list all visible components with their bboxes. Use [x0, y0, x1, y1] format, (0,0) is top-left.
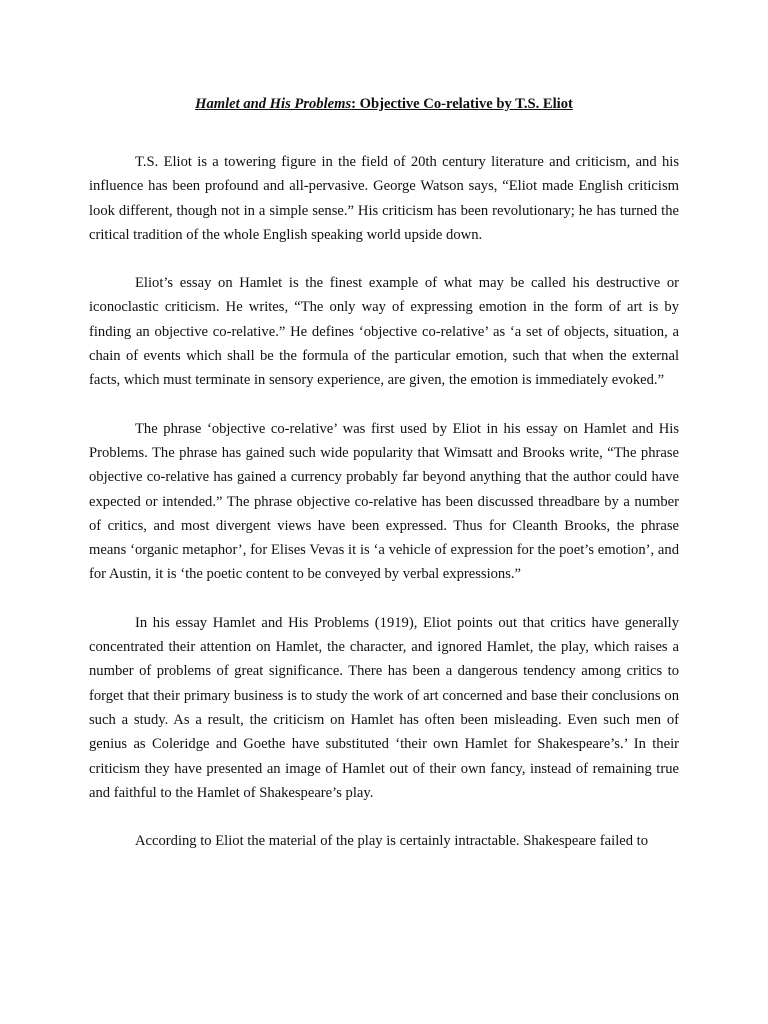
document-body	[89, 150, 679, 853]
paragraph-hamlet-problems: In his essay Hamlet and His Problems (1919), Eliot points out that critics have generally concentrated their attention on Hamlet, the character, and ignored Hamlet, the play, which raises a number of problems of great significance. There has been a dangerous tendency among critics to forget that their primary business is to study the work of art concerned and base their conclusions on such a study. As a result, the criticism on Hamlet has often been misleading. Even such men of genius as Coleridge and Goethe have substituted ‘their own Hamlet for Shakespeare’s.’ In their criticism they have presented an image of Hamlet out of their own fancy, instead of remaining true and faithful to the Hamlet of Shakespeare’s play.	[89, 614, 679, 801]
paragraph-material-intractable: According to Eliot the material of the play is certainly intractable. Shakespeare failed to	[135, 833, 649, 850]
title-subtitle-part: : Objective Co-relative by T.S. Eliot	[351, 96, 573, 112]
paragraph-intro: T.S. Eliot is a towering figure in the field of 20th century literature and criticism, and his influence has been profound and all-pervasive. George Watson says, “Eliot made English criticism look different, though not in a simple sense.” His criticism has been revolutionary; he has turned the critical tradition of the whole English speaking world upside down.	[89, 154, 679, 243]
page-title	[0, 94, 768, 114]
paragraph-hamlet-essay: Eliot’s essay on Hamlet is the finest example of what may be called his destructive or iconoclastic criticism. He writes, “The only way of expressing emotion in the form of art is by finding an objective co-relative.” He defines ‘objective co-relative’ as ‘a set of objects, situation, a chain of events which shall be the formula of the particular emotion, such that when the external facts, which must terminate in sensory experience, are given, the emotion is immediately evoked.”	[89, 275, 679, 389]
title-italic-part: Hamlet and His Problems	[195, 96, 352, 112]
paragraph-objective-corelative: The phrase ‘objective co-relative’ was first used by Eliot in his essay on Hamlet and His Problems. The phrase has gained such wide popularity that Wimsatt and Brooks write, “The phrase objective co-relative has gained a currency probably far beyond anything that the author could have expected or intended.” The phrase objective co-relative has been discussed threadbare by a number of critics, and most divergent views have been expressed. Thus for Cleanth Brooks, the phrase means ‘organic metaphor’, for Elises Vevas it is ‘a vehicle of expression for the poet’s emotion’, and for Austin, it is ‘the poetic content to be conveyed by verbal expressions.”	[89, 420, 679, 583]
